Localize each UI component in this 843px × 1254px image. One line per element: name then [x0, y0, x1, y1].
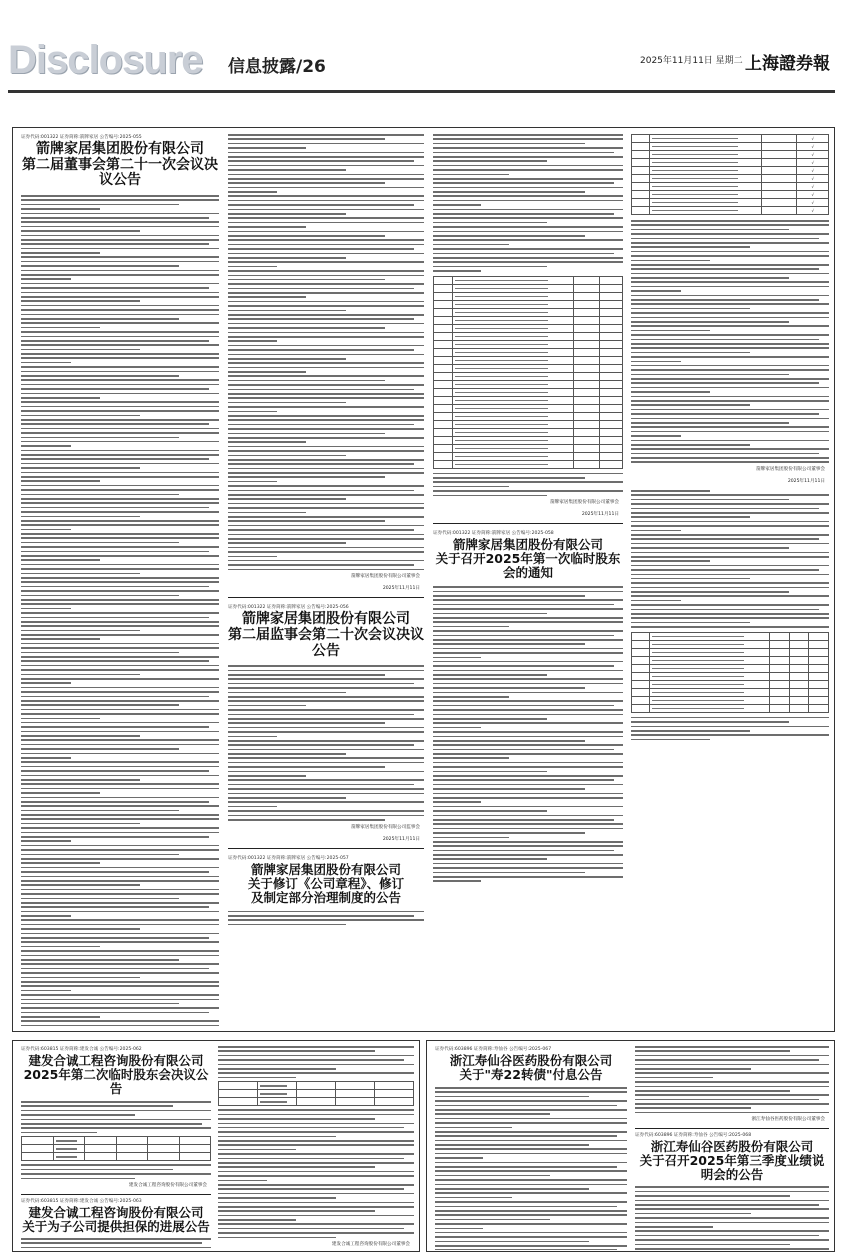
articles-title-3: 及制定部分治理制度的公告 [250, 889, 401, 905]
bond-title-2: 关于"寿22转债"付息公告 [459, 1067, 603, 1082]
articles-body-cont [433, 134, 623, 272]
proxy-vote-table [631, 632, 829, 713]
jianfa-guarantee-title-2: 关于为子公司提供担保的进展公告 [22, 1219, 210, 1235]
paper-name: 上海證券報 [745, 54, 830, 74]
jianfa-guarantee-detail [218, 1109, 414, 1238]
divider [21, 1194, 211, 1195]
shouxiangu-col-2 [635, 1046, 829, 1250]
column-4 [631, 134, 829, 1029]
jianfa-vote-table [21, 1136, 211, 1161]
articles-signature: 箭牌家居集团股份有限公司董事会 [550, 500, 619, 506]
jianfa-guarantee-signature: 建发合诚工程咨询股份有限公司董事会 [331, 1242, 410, 1248]
jianfa-guarantee-body-cont [218, 1046, 414, 1078]
board-body [21, 195, 219, 1029]
section-title: 信息披露/26 [228, 57, 326, 77]
egm-proposal-table: √ √ √ √ √ √ √ √ √ √ [631, 134, 829, 215]
jianfa-egm-meta: 证券代码:603815 证券简称:建发合诚 公告编号:2025-062 [21, 1047, 142, 1052]
egm-body [433, 586, 623, 882]
issue-date: 2025年11月11日 星期二 [640, 56, 743, 66]
jianfa-guarantee-meta: 证券代码:603815 证券简称:建发合诚 公告编号:2025-063 [21, 1199, 142, 1205]
divider [433, 523, 623, 524]
divider [635, 1128, 829, 1129]
articles-title-2: 关于修订《公司章程》、修订 [247, 875, 405, 891]
articles-title-1: 箭牌家居集团股份有限公司 [250, 861, 401, 877]
board-title-2: 第二届董事会第二十一次会议决议公告 [22, 156, 218, 189]
egm-signature: 箭牌家居集团股份有限公司董事会 [756, 467, 825, 473]
jianfa-col-1 [21, 1046, 211, 1250]
jianfa-egm-tail [21, 1164, 211, 1179]
bond-body [435, 1087, 627, 1250]
board-notice [21, 134, 219, 1029]
egm-title-1: 箭牌家居集团股份有限公司 [452, 537, 603, 553]
divider [228, 848, 424, 849]
jianfa-guarantee-title-1: 建发合诚工程咨询股份有限公司 [28, 1205, 204, 1221]
top-panel [12, 127, 835, 1032]
guarantee-table [218, 1081, 414, 1106]
articles-meta: 证券代码:001322 证券简称:箭牌家居 公告编号:2025-057 [228, 855, 349, 861]
articles-date: 2025年11月11日 [581, 512, 619, 518]
bond-title-1: 浙江寿仙谷医药股份有限公司 [449, 1053, 613, 1068]
column-2 [228, 134, 424, 1029]
masthead [0, 0, 843, 100]
jianfa-egm-title-2: 2025年第二次临时股东会决议公告 [23, 1067, 209, 1096]
briefing-body [635, 1186, 829, 1250]
board-title-1: 箭牌家居集团股份有限公司 [36, 141, 204, 157]
supervisory-signature: 箭牌家居集团股份有限公司监事会 [351, 824, 420, 830]
supervisory-title-2: 第二届监事会第二十次会议决议公告 [228, 626, 424, 659]
supervisory-meta: 证券代码:001322 证券简称:箭牌家居 公告编号:2025-056 [228, 605, 349, 611]
briefing-meta: 证券代码:603896 证券简称:寿仙谷 公告编号:2025-068 [635, 1133, 752, 1139]
bond-meta: 证券代码:603896 证券简称:寿仙谷 公告编号:2025-067 [435, 1047, 552, 1052]
articles-body-tail [433, 473, 623, 497]
jianfa-col-2 [218, 1046, 414, 1250]
column-3 [433, 134, 623, 1029]
articles-table [433, 276, 623, 469]
board-signature: 箭牌家居集团股份有限公司董事会 [351, 574, 420, 580]
articles-body [228, 911, 424, 926]
supervisory-title-1: 箭牌家居集团股份有限公司 [242, 611, 410, 628]
jianfa-panel [12, 1040, 420, 1252]
board-body-cont [228, 134, 424, 570]
bond-signature: 浙江寿仙谷医药股份有限公司董事会 [751, 1117, 825, 1123]
briefing-title-2: 关于召开2025年第三季度业绩说明会的公告 [639, 1153, 825, 1183]
supervisory-date: 2025年11月11日 [382, 836, 420, 842]
jianfa-guarantee-body [21, 1238, 211, 1250]
board-meta: 证券代码:001322 证券简称:箭牌家居 公告编号:2025-055 [21, 135, 142, 140]
masthead-rule [8, 90, 835, 93]
egm-date: 2025年11月11日 [787, 479, 825, 485]
briefing-title-1: 浙江寿仙谷医药股份有限公司 [650, 1139, 814, 1155]
proxy-tail [631, 717, 829, 741]
supervisory-body [228, 665, 424, 820]
egm-meta: 证券代码:001322 证券简称:箭牌家居 公告编号:2025-058 [433, 531, 554, 537]
egm-title-2: 关于召开2025年第一次临时股东会的通知 [435, 551, 621, 581]
jianfa-egm-body [21, 1101, 211, 1133]
shouxiangu-panel [426, 1040, 835, 1252]
board-date: 2025年11月11日 [382, 586, 420, 592]
egm-attachment [631, 490, 829, 628]
jianfa-egm-signature: 建发合诚工程咨询股份有限公司董事会 [128, 1183, 207, 1189]
jianfa-egm-title-1: 建发合诚工程咨询股份有限公司 [28, 1053, 204, 1068]
bond-body-cont [635, 1046, 829, 1113]
egm-body-cont [631, 220, 829, 463]
divider [228, 597, 424, 598]
shouxiangu-col-1 [435, 1046, 627, 1250]
brand-logo: Disclosure [8, 37, 203, 82]
